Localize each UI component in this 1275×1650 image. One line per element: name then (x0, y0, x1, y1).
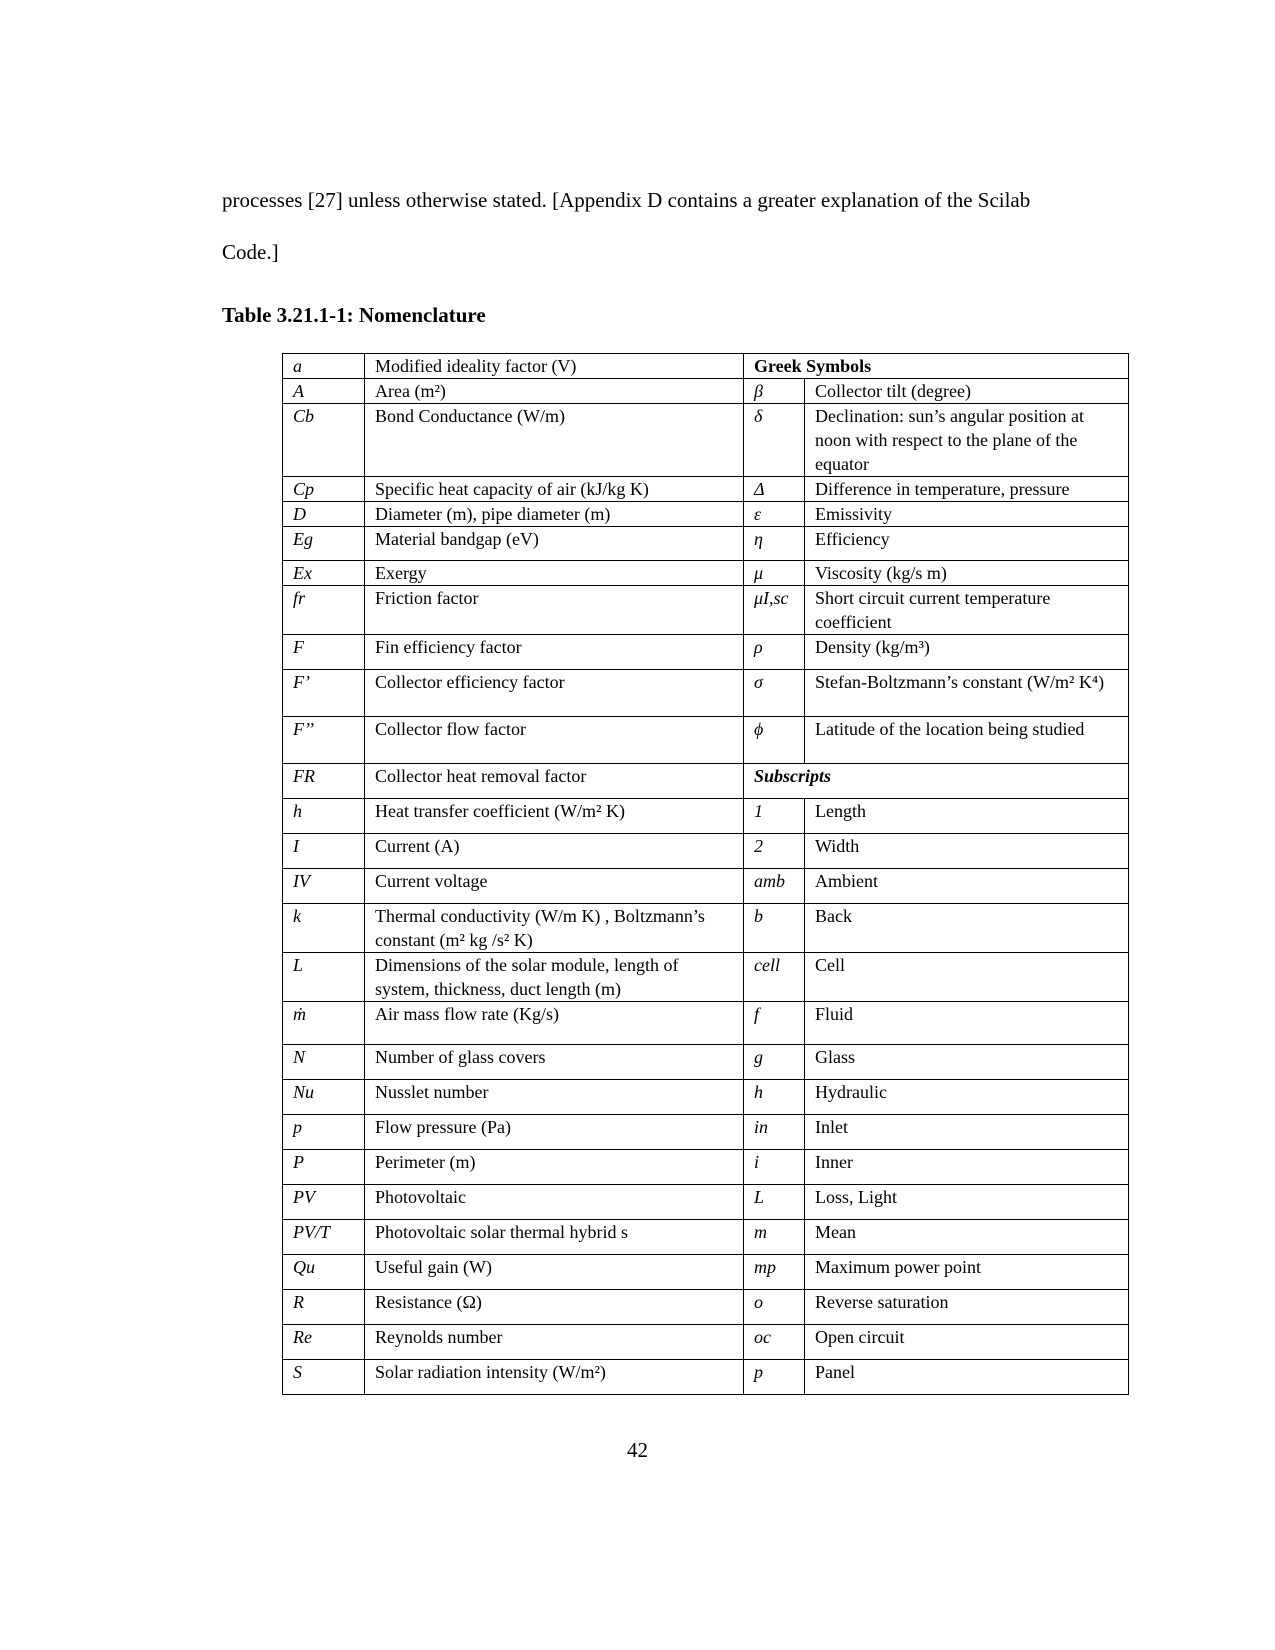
subscript-description-cell: Hydraulic (805, 1080, 1129, 1115)
description-cell: Collector efficiency factor (365, 670, 744, 717)
greek-symbols-header: Greek Symbols (744, 354, 1129, 379)
table-row (283, 1080, 1129, 1115)
table-row (283, 1255, 1129, 1290)
greek-description-cell: Declination: sun’s angular position at noon with respect to the plane of the equator (805, 404, 1129, 477)
description-cell: Current voltage (365, 869, 744, 904)
description-cell: Fin efficiency factor (365, 635, 744, 670)
subscript-symbol-cell: 2 (744, 834, 805, 869)
description-cell: Photovoltaic solar thermal hybrid s (365, 1220, 744, 1255)
symbol-cell: R (283, 1290, 365, 1325)
table-row (283, 1220, 1129, 1255)
greek-symbol-cell: δ (744, 404, 805, 477)
description-cell: Solar radiation intensity (W/m²) (365, 1360, 744, 1395)
subscript-description-cell: Panel (805, 1360, 1129, 1395)
subscript-symbol-cell: oc (744, 1325, 805, 1360)
symbol-cell: k (283, 904, 365, 953)
table-row (283, 1150, 1129, 1185)
description-cell: Collector heat removal factor (365, 764, 744, 799)
subscript-symbol-cell: cell (744, 953, 805, 1002)
table-row (283, 635, 1129, 670)
description-cell: Current (A) (365, 834, 744, 869)
symbol-cell: S (283, 1360, 365, 1395)
table-caption: Table 3.21.1-1: Nomenclature (222, 303, 486, 327)
symbol-cell: Nu (283, 1080, 365, 1115)
nomenclature-table (282, 353, 1129, 1395)
description-cell: Friction factor (365, 586, 744, 635)
description-cell: Nusslet number (365, 1080, 744, 1115)
description-cell: Diameter (m), pipe diameter (m) (365, 502, 744, 527)
greek-symbol-cell: ϕ (744, 717, 805, 764)
subscripts-header: Subscripts (744, 764, 1129, 799)
table-row (283, 834, 1129, 869)
table-row (283, 953, 1129, 1002)
symbol-cell: Cp (283, 477, 365, 502)
symbol-cell: Re (283, 1325, 365, 1360)
description-cell: Exergy (365, 561, 744, 586)
symbol-cell: L (283, 953, 365, 1002)
subscript-description-cell: Loss, Light (805, 1185, 1129, 1220)
description-cell: Area (m²) (365, 379, 744, 404)
table-row (283, 799, 1129, 834)
table-row (283, 1115, 1129, 1150)
subscript-description-cell: Back (805, 904, 1129, 953)
description-cell: Air mass flow rate (Kg/s) (365, 1002, 744, 1045)
subscript-description-cell: Fluid (805, 1002, 1129, 1045)
symbol-cell: a (283, 354, 365, 379)
subscript-description-cell: Inlet (805, 1115, 1129, 1150)
symbol-cell: PV/T (283, 1220, 365, 1255)
greek-description-cell: Efficiency (805, 527, 1129, 561)
table-row (283, 379, 1129, 404)
description-cell: Collector flow factor (365, 717, 744, 764)
table-row (283, 1045, 1129, 1080)
greek-description-cell: Emissivity (805, 502, 1129, 527)
intro-text-line-1: processes [27] unless otherwise stated. [Appendix D contains a greater explanation of the Scilab (222, 188, 1031, 212)
table-row (283, 869, 1129, 904)
subscript-symbol-cell: i (744, 1150, 805, 1185)
description-cell: Useful gain (W) (365, 1255, 744, 1290)
symbol-cell: F’ (283, 670, 365, 717)
subscript-description-cell: Inner (805, 1150, 1129, 1185)
greek-symbol-cell: μI,sc (744, 586, 805, 635)
description-cell: Flow pressure (Pa) (365, 1115, 744, 1150)
symbol-cell: F’’ (283, 717, 365, 764)
table-row (283, 764, 1129, 799)
description-cell: Material bandgap (eV) (365, 527, 744, 561)
table-row (283, 354, 1129, 379)
subscript-symbol-cell: p (744, 1360, 805, 1395)
description-cell: Bond Conductance (W/m) (365, 404, 744, 477)
greek-symbol-cell: μ (744, 561, 805, 586)
subscript-description-cell: Ambient (805, 869, 1129, 904)
greek-description-cell: Collector tilt (degree) (805, 379, 1129, 404)
description-cell: Thermal conductivity (W/m K) , Boltzmann’s constant (m² kg /s² K) (365, 904, 744, 953)
table-row (283, 586, 1129, 635)
table-row (283, 1325, 1129, 1360)
subscript-description-cell: Glass (805, 1045, 1129, 1080)
symbol-cell: ṁ (283, 1002, 365, 1045)
description-cell: Resistance (Ω) (365, 1290, 744, 1325)
subscript-description-cell: Length (805, 799, 1129, 834)
symbol-cell: PV (283, 1185, 365, 1220)
description-cell: Heat transfer coefficient (W/m² K) (365, 799, 744, 834)
symbol-cell: Eg (283, 527, 365, 561)
subscript-symbol-cell: o (744, 1290, 805, 1325)
greek-description-cell: Difference in temperature, pressure (805, 477, 1129, 502)
symbol-cell: fr (283, 586, 365, 635)
subscript-description-cell: Cell (805, 953, 1129, 1002)
description-cell: Reynolds number (365, 1325, 744, 1360)
page-number: 42 (627, 1438, 648, 1462)
description-cell: Specific heat capacity of air (kJ/kg K) (365, 477, 744, 502)
symbol-cell: p (283, 1115, 365, 1150)
symbol-cell: FR (283, 764, 365, 799)
table-row (283, 1002, 1129, 1045)
greek-description-cell: Latitude of the location being studied (805, 717, 1129, 764)
subscript-description-cell: Mean (805, 1220, 1129, 1255)
greek-symbol-cell: β (744, 379, 805, 404)
symbol-cell: IV (283, 869, 365, 904)
greek-symbol-cell: η (744, 527, 805, 561)
description-cell: Number of glass covers (365, 1045, 744, 1080)
symbol-cell: D (283, 502, 365, 527)
greek-description-cell: Short circuit current temperature coefficient (805, 586, 1129, 635)
subscript-symbol-cell: mp (744, 1255, 805, 1290)
table-row (283, 717, 1129, 764)
table-row (283, 670, 1129, 717)
subscript-description-cell: Maximum power point (805, 1255, 1129, 1290)
symbol-cell: Cb (283, 404, 365, 477)
table-row (283, 1185, 1129, 1220)
table-row (283, 1360, 1129, 1395)
greek-symbol-cell: Δ (744, 477, 805, 502)
symbol-cell: A (283, 379, 365, 404)
symbol-cell: h (283, 799, 365, 834)
table-row (283, 477, 1129, 502)
greek-symbol-cell: ε (744, 502, 805, 527)
subscript-symbol-cell: in (744, 1115, 805, 1150)
subscript-symbol-cell: h (744, 1080, 805, 1115)
subscript-description-cell: Width (805, 834, 1129, 869)
subscript-description-cell: Open circuit (805, 1325, 1129, 1360)
subscript-symbol-cell: m (744, 1220, 805, 1255)
subscript-symbol-cell: g (744, 1045, 805, 1080)
subscript-symbol-cell: amb (744, 869, 805, 904)
intro-text-line-2: Code.] (222, 240, 279, 264)
description-cell: Perimeter (m) (365, 1150, 744, 1185)
subscript-symbol-cell: b (744, 904, 805, 953)
symbol-cell: N (283, 1045, 365, 1080)
table-row (283, 502, 1129, 527)
table-row (283, 404, 1129, 477)
greek-description-cell: Viscosity (kg/s m) (805, 561, 1129, 586)
greek-description-cell: Stefan-Boltzmann’s constant (W/m² K⁴) (805, 670, 1129, 717)
subscript-description-cell: Reverse saturation (805, 1290, 1129, 1325)
subscript-symbol-cell: 1 (744, 799, 805, 834)
description-cell: Dimensions of the solar module, length of system, thickness, duct length (m) (365, 953, 744, 1002)
subscript-symbol-cell: f (744, 1002, 805, 1045)
description-cell: Modified ideality factor (V) (365, 354, 744, 379)
greek-symbol-cell: ρ (744, 635, 805, 670)
symbol-cell: I (283, 834, 365, 869)
symbol-cell: Qu (283, 1255, 365, 1290)
table-row (283, 561, 1129, 586)
table-row (283, 1290, 1129, 1325)
subscript-symbol-cell: L (744, 1185, 805, 1220)
table-row (283, 527, 1129, 561)
greek-description-cell: Density (kg/m³) (805, 635, 1129, 670)
greek-symbol-cell: σ (744, 670, 805, 717)
symbol-cell: Ex (283, 561, 365, 586)
description-cell: Photovoltaic (365, 1185, 744, 1220)
symbol-cell: F (283, 635, 365, 670)
table-row (283, 904, 1129, 953)
symbol-cell: P (283, 1150, 365, 1185)
